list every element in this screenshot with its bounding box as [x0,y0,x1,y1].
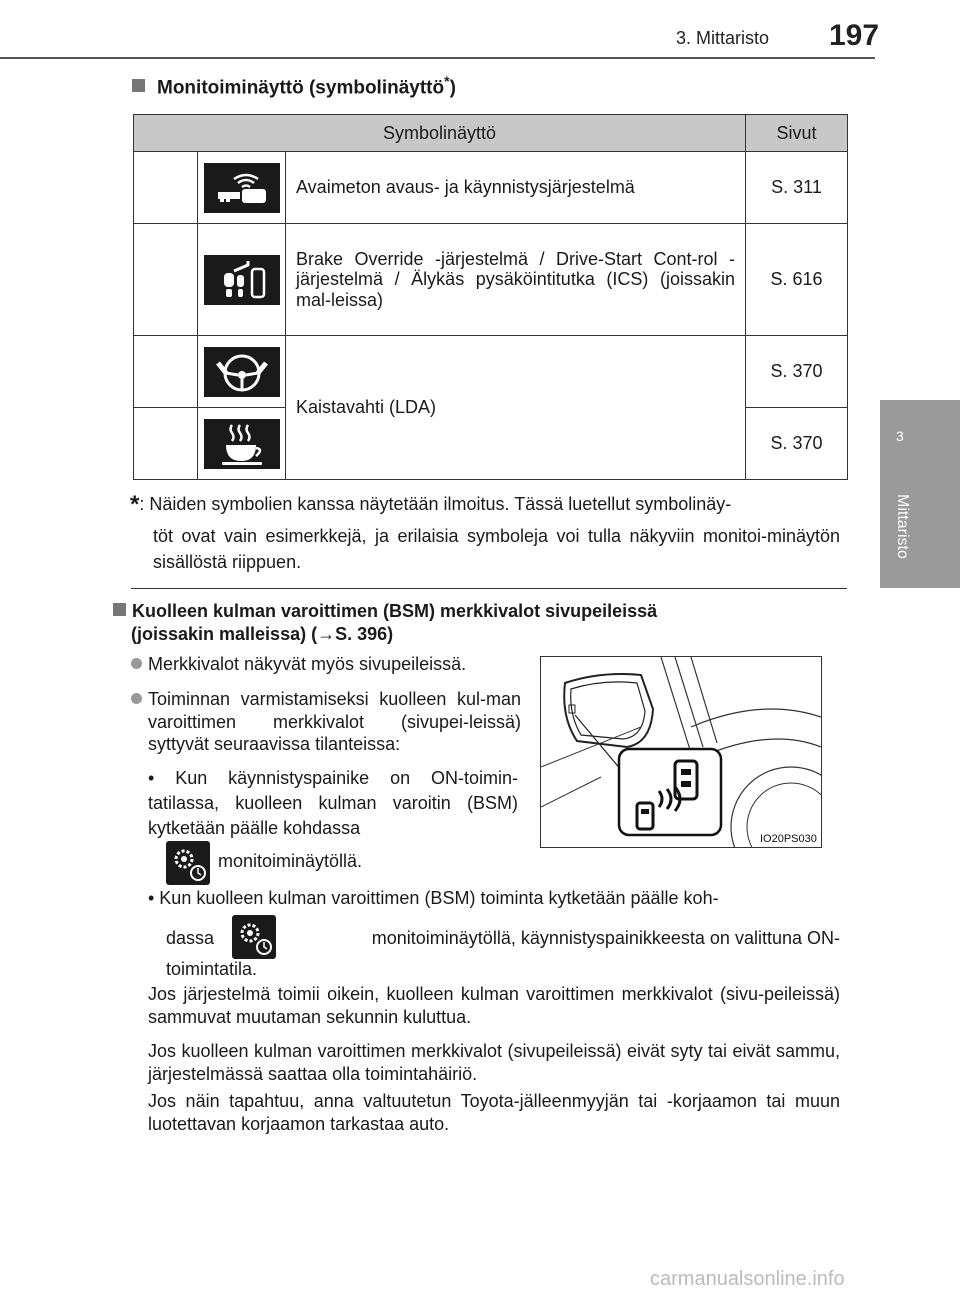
table-cell-empty [134,336,198,408]
list-item: Toiminnan varmistamiseksi kuolleen kul-man varoittimen merkkivalot (sivupei-leissä) syttyvät seuraavissa tilanteissa: [131,688,521,756]
running-header-section: 3. Mittaristo [676,28,770,48]
table-cell-empty [134,152,198,224]
footnote: *: Näiden symbolien kanssa näytetään ilmoitus. Tässä luetellut symbolinäy- töt ovat vain esimerkkejä, ja erilaisia symboleja voi tulla näkyviin monitoi-minäytön sisällöstä riippuen. [130,488,840,575]
table-row [134,224,848,336]
figure-code-label: IO20PS030 [760,833,817,845]
settings-gear-icon [232,915,276,959]
paragraph: Jos näin tapahtuu, anna valtuutetun Toyota-jälleenmyyjän tai -korjaamon tai muun luotettavan korjaamon tarkastaa auto. [148,1091,840,1134]
table-cell-description: Avaimeton avaus- ja käynnistysjärjestelmä [286,152,746,224]
sub-list-item-line: dassa monitoiminäytöllä, käynnistyspainikkeesta on valittuna ON- [166,928,840,948]
arrow-icon: → [317,624,336,645]
list-item: Merkkivalot näkyvät myös sivupeileissä. [131,653,521,676]
section-heading-multi-info-display: Monitoiminäyttö (symbolinäyttö*) [132,73,456,99]
section-heading-bsm: Kuolleen kulman varoittimen (BSM) merkkivalot sivupeileissä (joissakin malleissa) (→S. 396) [113,600,853,647]
sub-list-item-line: toimintatila. [166,959,258,979]
table-header-row [134,115,848,152]
chapter-side-tab [880,400,960,588]
pedal-override-icon [204,255,280,305]
paragraph: Jos järjestelmä toimii oikein, kuolleen kulman varoittimen merkkivalot (sivu-peileissä) sammuvat muutaman sekunnin kuluttua. [148,984,840,1027]
sub-list-item: • Kun käynnistyspainike on ON-toimin-tatilassa, kuolleen kulman varoitin (BSM) kytketään päälle kohdassa [148,768,518,839]
square-bullet-icon [132,79,145,92]
table-cell-empty [134,408,198,480]
page-reference-link[interactable]: S. 396) [335,624,394,645]
steering-wheel-hands-icon [204,347,280,397]
table-cell-description: Brake Override -järjestelmä / Drive-Start Cont-rol -järjestelmä / Älykäs pysäköintitutka (ICS) (joissakin mal-leissa) [286,224,746,336]
symbol-table [133,114,848,480]
column-header-pages: Sivut [746,115,848,152]
header-rule [0,57,875,59]
table-cell-page-ref: S. 311 [746,152,848,224]
circle-bullet-icon [131,658,142,669]
table-cell-empty [134,224,198,336]
table-cell-page-ref: S. 370 [746,336,848,408]
side-mirror-illustration [540,656,822,848]
sub-list-item-tail: monitoiminäytöllä. [218,851,363,871]
table-cell-page-ref: S. 370 [746,408,848,480]
paragraph: Jos kuolleen kulman varoittimen merkkivalot (sivupeileissä) eivät syty tai eivät sammu, järjestelmässä saattaa olla toimintahäiriö. [148,1041,840,1084]
coffee-cup-icon [204,419,280,469]
chapter-tab-number: 3 [896,428,904,444]
square-bullet-icon [113,603,126,616]
settings-gear-icon [166,841,210,885]
chapter-tab-label: Mittaristo [894,494,911,559]
sub-list-item: • Kun kuolleen kulman varoittimen (BSM) toiminta kytketään päälle koh- [148,888,719,908]
table-cell-page-ref: S. 616 [746,224,848,336]
footnote-continuation: töt ovat vain esimerkkejä, ja erilaisia symboleja voi tulla näkyviin monitoi-minäytön sisällöstä riippuen. [153,525,840,572]
circle-bullet-icon [131,693,142,704]
table-cell-description: Kaistavahti (LDA) [286,336,746,480]
footnote-marker: * [130,491,140,518]
page-number: 197 [829,19,880,52]
watermark: carmanualsonline.info [650,1268,845,1290]
column-header-symbol: Symbolinäyttö [134,115,746,152]
table-row [134,336,848,408]
section-divider [131,588,847,589]
smart-key-icon [204,163,280,213]
table-row [134,152,848,224]
